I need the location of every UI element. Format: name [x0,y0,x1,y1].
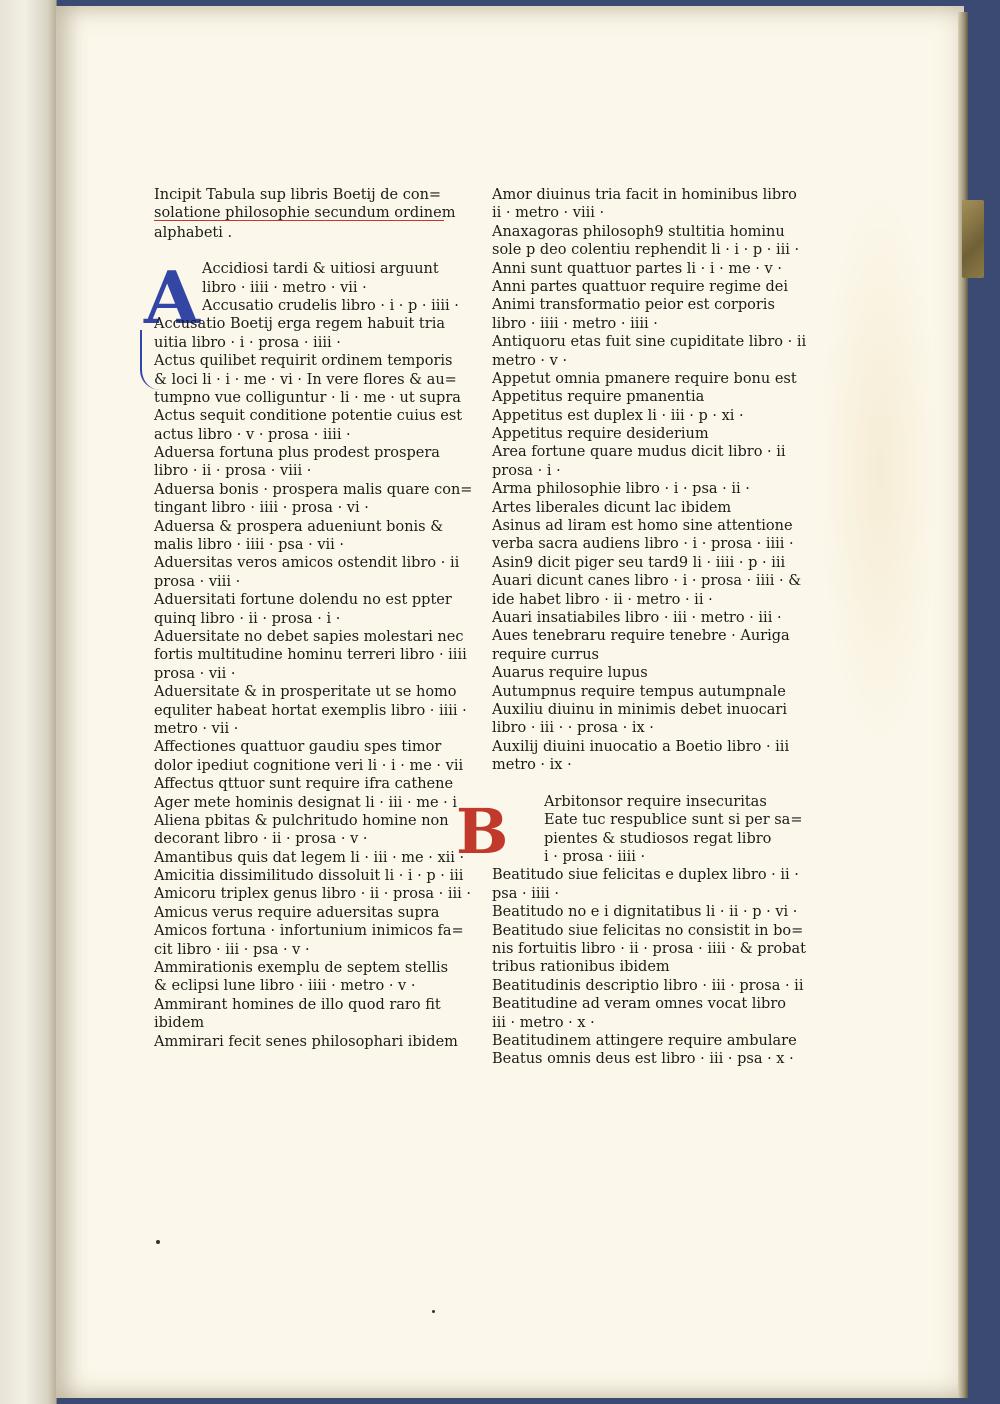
index-entry-line: Aduersa fortuna plus prodest prospera [154,445,440,462]
index-entry-line: Anni partes quattuor require regime dei [492,278,789,295]
index-entry-line: Aduersa bonis · prospera malis quare con= [154,481,473,498]
index-entry-line: Amicitia dissimilitudo dissoluit li · i · p · iii [154,868,464,885]
index-entry-line: Autumpnus require tempus autumpnale [492,683,786,700]
index-entry-line: Beatitudo siue felicitas no consistit in bo= [492,922,804,939]
index-entry-line: Appetitus require desiderium [492,426,709,443]
index-entry-line: Accidiosi tardi & uitiosi arguunt [202,261,439,278]
index-entry-line: ii · metro · viii · [492,205,605,222]
index-entry-line: Beatitudine ad veram omnes vocat libro [492,996,786,1013]
index-entry-line: i · prosa · iiii · [544,849,646,866]
title-line: solatione philosophie secundum ordinem [154,205,456,222]
index-entry-line: require currus [492,646,599,663]
index-entry-line: uitia libro · i · prosa · iiii · [154,334,341,351]
right-entries [492,186,807,1069]
index-entry-line: Aues tenebraru require tenebre · Auriga [492,628,790,645]
index-entry-line: pientes & studiosos regat libro [544,830,772,847]
index-entry-line: Accusatio crudelis libro · i · p · iiii · [202,297,459,314]
index-entry-line: Anni sunt quattuor partes li · i · me · v · [492,260,782,277]
index-entry-line: ibidem [154,1015,205,1032]
index-entry-line: prosa · viii · [154,573,241,590]
decorated-initial-a: A [144,255,200,340]
index-entry-line: Ammirant homines de illo quod raro fit [154,996,441,1013]
index-entry-line: Ammirari fecit senes philosophari ibidem [154,1033,458,1050]
index-entry-line: libro · ii · prosa · viii · [154,463,312,480]
index-entry-line: quinq libro · ii · prosa · i · [154,610,341,627]
index-entry-line: metro · v · [492,352,568,369]
index-entry-line: Aduersitate no debet sapies molestari nec [154,628,464,645]
title-line: Incipit Tabula sup libris Boetij de con= [154,187,442,203]
right-text-column [492,186,807,1069]
index-entry-line: Auarus require lupus [492,665,648,682]
index-entry-line: Eate tuc respublice sunt si per sa= [544,812,803,829]
index-entry-line: Amor diuinus tria facit in hominibus libro [492,187,797,203]
index-entry-line: Ammirationis exemplu de septem stellis [154,960,449,977]
index-entry-line: Affectus qttuor sunt require ifra cathene [154,776,454,793]
index-entry-line: libro · iiii · metro · vii · [202,279,367,296]
index-entry-line: Aliena pbitas & pulchritudo homine non [154,812,449,829]
left-page-edge [0,0,57,1404]
left-entries [154,260,473,1051]
index-entry-line: Auari insatiabiles libro · iii · metro · iii · [492,609,782,626]
left-text-column [154,186,473,1051]
index-entry-line: tingant libro · iiii · prosa · vi · [154,500,369,517]
index-entry-line: decorant libro · ii · prosa · v · [154,831,368,848]
index-entry-line: Area fortune quare mudus dicit libro · ii [492,444,786,461]
index-entry-line: Antiquoru etas fuit sine cupiditate libro · ii [492,334,807,351]
index-entry-line: Aduersitas veros amicos ostendit libro · ii [154,555,460,572]
index-entry-line: verba sacra audiens libro · i · prosa · iiii · [492,536,794,553]
index-entry-line: dolor ipediut cognitione veri li · i · me · vii [154,757,464,774]
index-entry-line: Arbitonsor require insecuritas [544,793,767,810]
index-entry-line: Arma philosophie libro · i · psa · ii · [492,481,750,498]
index-entry-line: Amicos fortuna · infortunium inimicos fa= [154,923,464,940]
index-entry-line: cit libro · iii · psa · v · [154,941,310,958]
index-entry-line: equliter habeat hortat exemplis libro · iiii · [154,702,467,719]
ink-mark [432,1310,435,1313]
index-entry-line: Beatitudinem attingere require ambulare [492,1032,797,1049]
index-entry-line: Auxiliu diuinu in minimis debet inuocari [492,701,787,718]
index-entry-line: sole p deo colentiu rephendit li · i · p · iii · [492,242,800,259]
index-entry-line: prosa · i · [492,462,561,479]
index-entry-line: iii · metro · x · [492,1014,595,1031]
index-entry-line: Amicus verus require aduersitas supra [154,904,440,921]
index-entry-line: Aduersa & prospera adueniunt bonis & [154,518,444,535]
index-entry-line: ide habet libro · ii · metro · ii · [492,591,713,608]
index-entry-line: Affectiones quattuor gaudiu spes timor [154,739,442,756]
index-entry-line: Asinus ad liram est homo sine attentione [492,518,793,535]
index-entry-line: libro · iii · · prosa · ix · [492,720,654,737]
index-entry-line: Actus quilibet requirit ordinem temporis [154,353,453,370]
index-entry-line: Ager mete hominis designat li · iii · me · i [154,794,457,811]
index-entry-line: Beatitudo siue felicitas e duplex libro · ii · [492,867,799,884]
index-entry-line: & loci li · i · me · vi · In vere flores & au= [154,371,457,388]
ink-mark [156,1240,160,1244]
index-entry-line: fortis multitudine hominu terreri libro · iiii [154,647,467,664]
index-entry-line: malis libro · iiii · psa · vii · [154,537,345,554]
index-entry-line: Auari dicunt canes libro · i · prosa · iiii · & [492,573,802,590]
index-entry-line: Aduersitate & in prosperitate ut se homo [154,684,457,701]
index-entry-line: Appetitus require pmanentia [492,389,705,406]
index-entry-line: Aduersitati fortune dolendu no est ppter [154,592,452,609]
index-entry-line: libro · iiii · metro · iiii · [492,315,658,332]
index-entry-line: tumpno vue colliguntur · li · me · ut supra [154,389,461,406]
index-entry-line: Beatitudinis descriptio libro · iii · prosa · ii [492,977,804,994]
index-entry-line: Auxilij diuini inuocatio a Boetio libro · iii [492,738,790,755]
index-entry-line: tribus rationibus ibidem [492,959,670,976]
index-entry-line: Beatus omnis deus est libro · iii · psa · x · [492,1051,794,1068]
index-entry-line: Appetut omnia pmanere require bonu est [492,370,797,387]
index-entry-line: Anaxagoras philosoph9 stultitia hominu [492,223,785,240]
index-entry-line: actus libro · v · prosa · iiii · [154,426,351,443]
book-clasp [962,200,984,278]
index-entry-line: Amicoru triplex genus libro · ii · prosa · iii · [154,886,471,903]
index-entry-line: nis fortuitis libro · ii · prosa · iiii · & probat [492,941,806,958]
index-entry-line: Amantibus quis dat legem li · iii · me · xii · [154,849,465,866]
index-entry-line: Appetitus est duplex li · iii · p · xi · [492,407,744,424]
index-entry-line: metro · vii · [154,720,239,737]
index-entry-line: Actus sequit conditione potentie cuius est [154,408,463,425]
index-entry-line: psa · iiii · [492,885,559,902]
index-entry-line: Accusatio Boetij erga regem habuit tria [154,316,445,333]
index-entry-line: Asin9 dicit piger seu tard9 li · iiii · p · iii [492,554,786,571]
title-line: alphabeti . [154,224,233,241]
decorated-initial-b: B [456,795,509,868]
index-entry-line: Artes liberales dicunt lac ibidem [492,499,732,516]
index-entry-line [492,775,792,793]
index-entry-line: Animi transformatio peior est corporis [492,297,775,314]
index-entry-line: metro · ix · [492,757,572,774]
index-entry-line: prosa · vii · [154,665,236,682]
paper-stain [820,190,940,750]
index-entry-line: & eclipsi lune libro · iiii · metro · v · [154,978,416,995]
index-entry-line: Beatitudo no e i dignitatibus li · ii · p · vi · [492,904,798,921]
